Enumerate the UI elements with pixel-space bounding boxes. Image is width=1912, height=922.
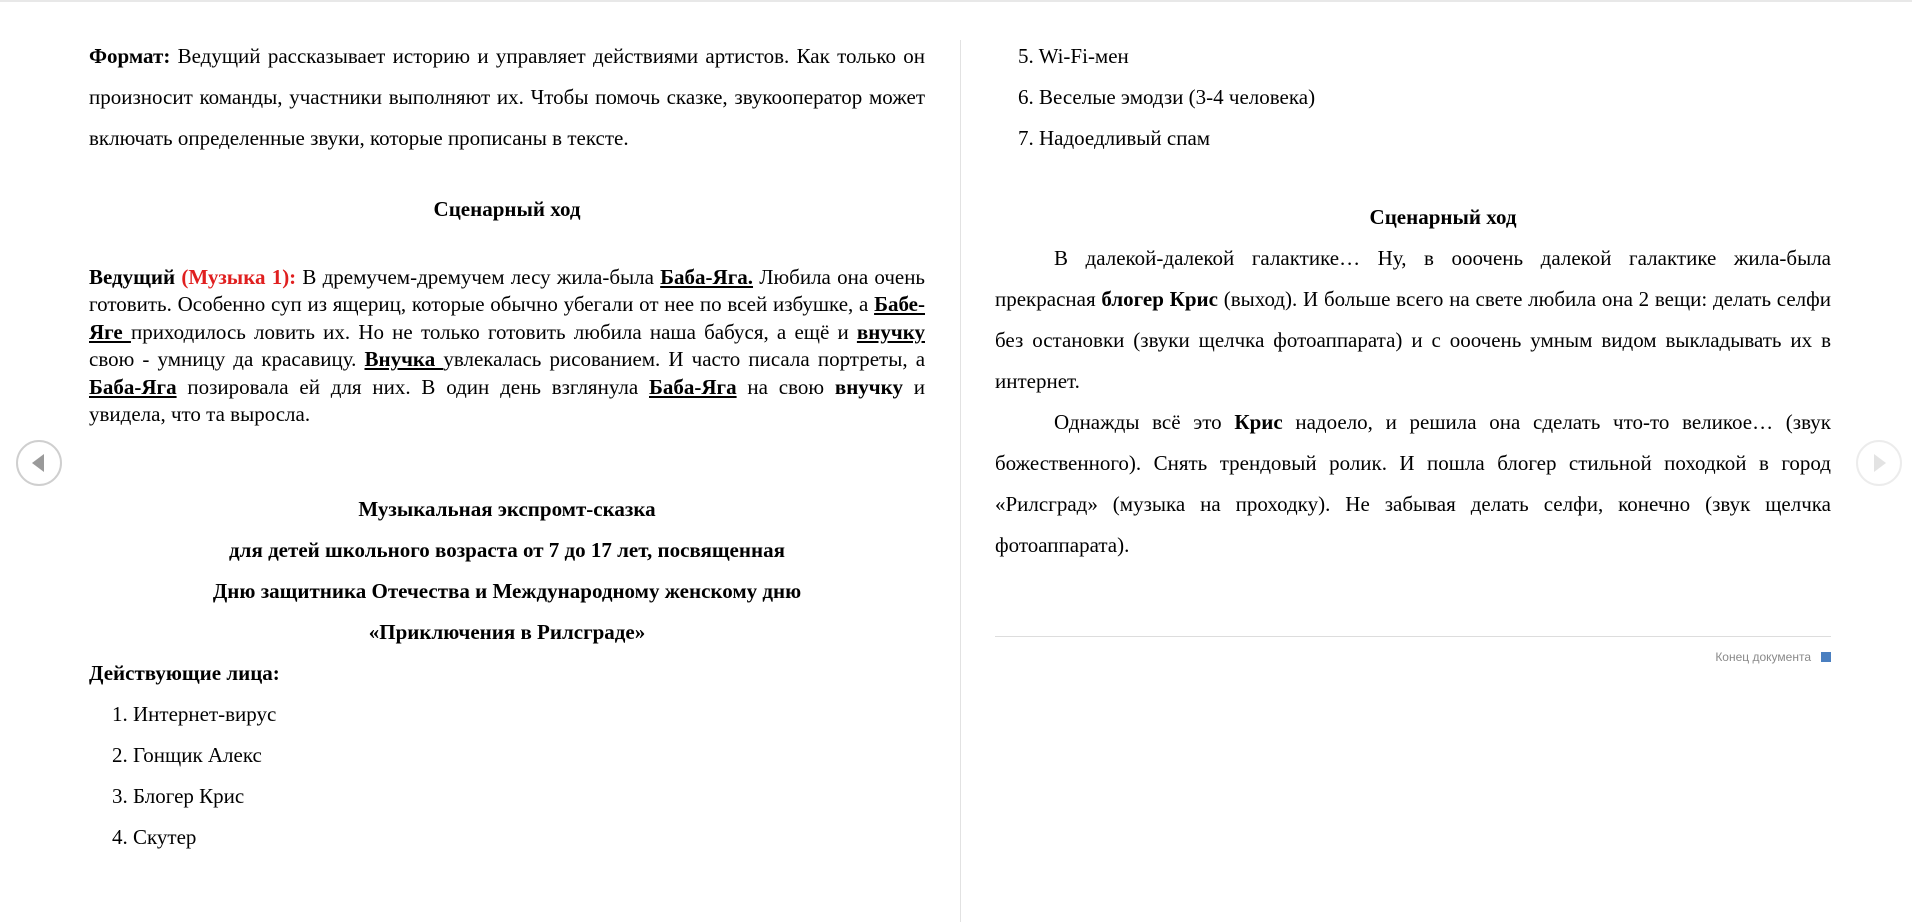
list-item: 7. Надоедливый спам [1018,126,1211,150]
character-vnuchku: внучку [834,374,903,399]
end-square-icon [1821,652,1831,662]
story-text-5: увлекалась рисованием. И часто писала портреты, а [443,347,926,372]
character-babe-yage: Бабе-Яге [89,292,925,344]
cast-list-continued [995,36,1831,159]
end-label: Конец документа [1715,650,1811,664]
next-page-button[interactable] [1856,440,1902,486]
music-cue: (Музыка 1): [181,265,297,289]
character-vnuchka: Внучка [364,347,444,372]
end-marker [1715,650,1831,664]
document-end [995,636,1831,664]
end-rule [995,636,1831,637]
story-text: (выход). И больше всего на свете любила она 2 вещи: делать селфи без остановки (звуки щелчка фотоаппарата) и с ооочень умным видом выкладывать их в интернет. [995,287,1831,393]
story-text: надоело, и решила она сделать что-то великое… (звук божественного). Снять трендовый ролик. И пошла блогер стильной походкой в город «Рилсград» (музыка на проходку). Не забывая делать селфи, конечно (звук щелчка фотоаппарата). [995,410,1831,557]
cast-list [89,694,925,858]
title-line: «Приключения в Рилсграде» [368,620,646,645]
story-text: Однажды всё это [1054,410,1235,434]
left-page [89,36,925,858]
host-label: Ведущий [89,265,176,289]
chevron-left-icon [18,442,60,484]
format-label: Формат: [89,44,171,68]
story-text-7: на свою [736,374,835,399]
list-item: 5. Wi-Fi-мен [1018,44,1129,68]
scenario-heading-right: Сценарный ход [1369,205,1517,229]
prev-page-button[interactable] [16,440,62,486]
title-line: Музыкальная экспромт-сказка [358,497,656,522]
story-paragraph-1 [995,238,1831,402]
story-text-1: В дремучем-дремучем лесу жила-была [296,265,661,289]
format-paragraph [89,36,925,159]
character-vnuchku: внучку [856,319,925,344]
character-blogger: блогер Крис [1101,287,1218,311]
scenario-heading-left: Сценарный ход [433,197,581,221]
story-text-4: свою - умницу да красавицу. [89,347,365,372]
story-text-2: Любила она очень готовить. Особенно суп из ящериц, которые обычно убегали от нее по всей избушке, а [89,265,926,317]
top-rule [0,0,1912,2]
story-paragraph-2 [995,402,1831,566]
character-baba-yaga: Баба-Яга [649,374,737,399]
format-text: Ведущий рассказывает историю и управляет действиями артистов. Как только он произносит команды, участники выполняют их. Чтобы помочь сказке, звукооператор может включать определенные звуки, которые прописаны в тексте. [89,44,925,150]
character-kris: Крис [1234,410,1283,434]
list-item: 2. Гонщик Алекс [112,743,262,768]
story-text-6: позировала ей для них. В один день взглянула [176,374,650,399]
title-block [89,489,925,653]
character-baba-yaga: Баба-Яга. [660,265,754,289]
list-item: 3. Блогер Крис [112,784,245,809]
story-paragraph [89,264,925,428]
title-line: Дню защитника Отечества и Международному женскому дню [212,579,802,604]
character-baba-yaga: Баба-Яга [89,374,177,399]
list-item: 4. Скутер [112,825,197,850]
title-line: для детей школьного возраста от 7 до 17 лет, посвященная [229,538,785,563]
story-text-8: и увидела, что та выросла. [89,374,925,427]
right-page [995,36,1831,566]
chevron-right-icon [1858,442,1900,484]
page-divider [960,40,961,922]
story-text-3: приходилось ловить их. Но не только готовить любила наша бабуся, а ещё и [130,319,857,344]
story-text: В далекой-далекой галактике… Ну, в ооочень далекой галактике жила-была прекрасная [995,246,1831,311]
list-item: 6. Веселые эмодзи (3-4 человека) [1018,85,1316,109]
cast-heading: Действующие лица: [89,661,280,686]
list-item: 1. Интернет-вирус [112,702,277,727]
